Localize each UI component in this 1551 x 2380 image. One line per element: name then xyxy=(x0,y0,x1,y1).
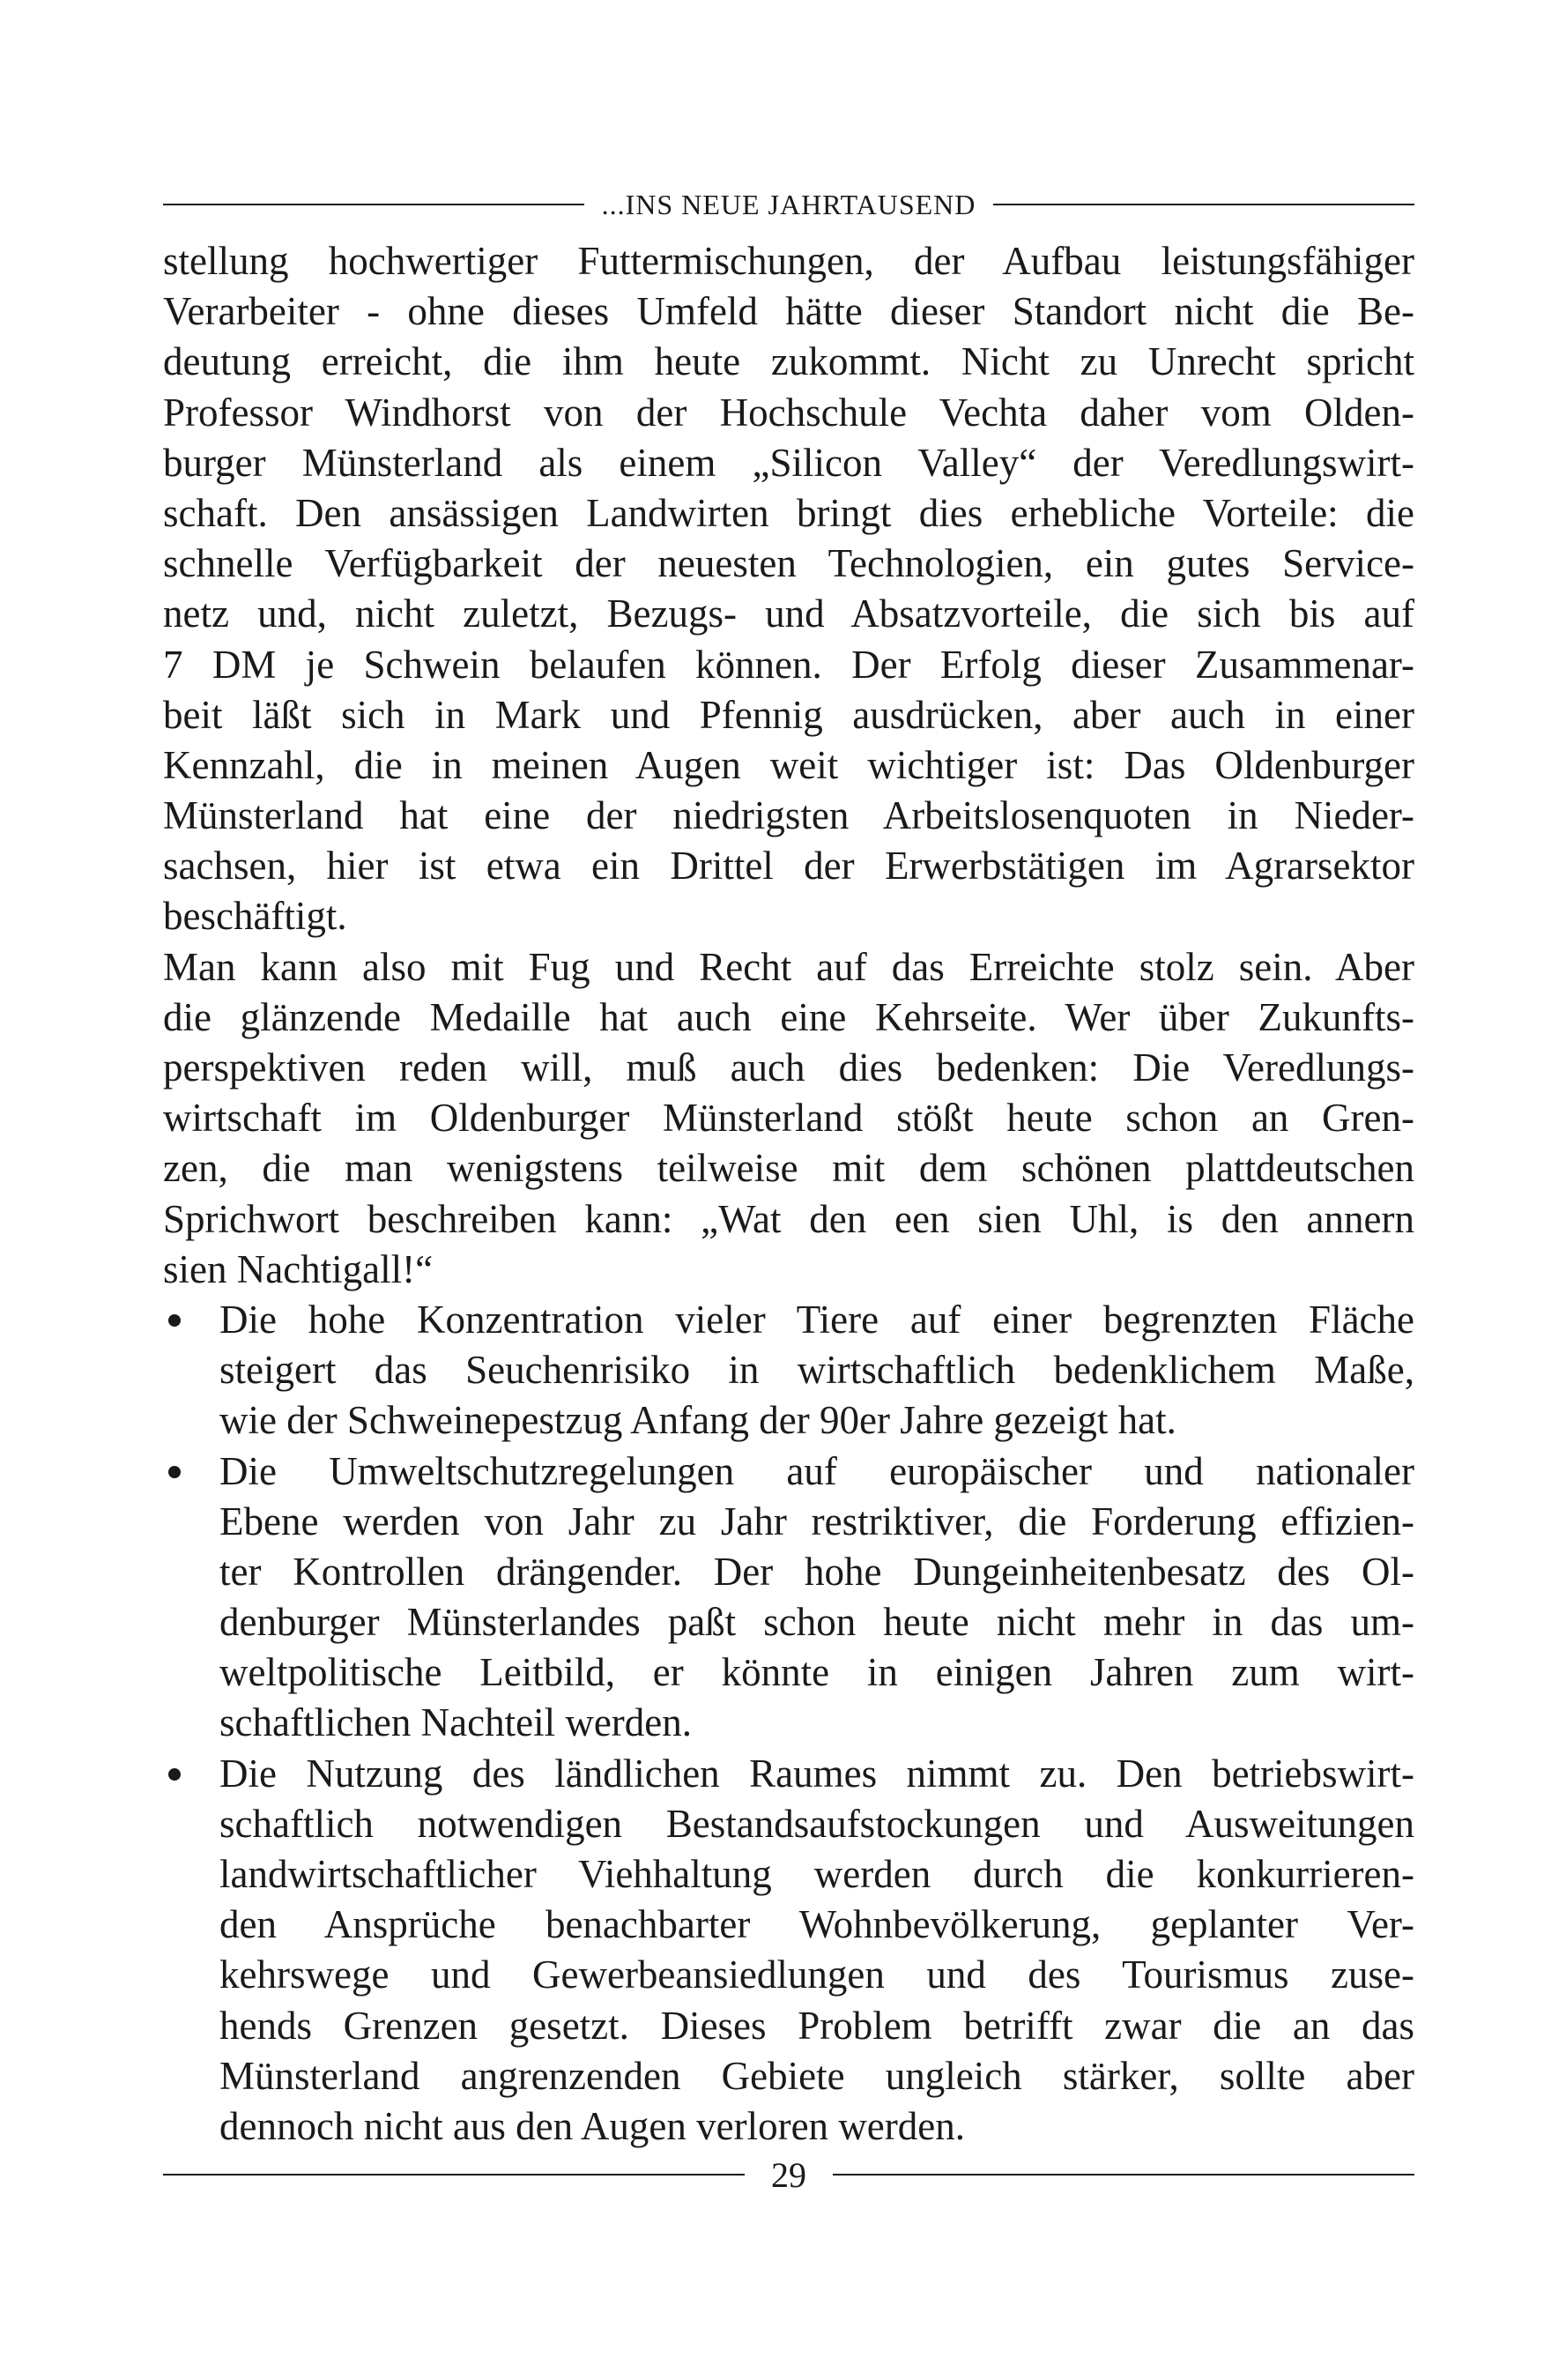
running-head-rule-right xyxy=(993,204,1414,205)
bullet-line: hends Grenzen gesetzt. Dieses Problem betrifft zwar die an das xyxy=(219,2003,1414,2048)
bullet-line: kehrswege und Gewerbeansiedlungen und des Tourismus zuse- xyxy=(219,1952,1414,1997)
bullet-icon xyxy=(168,1314,181,1327)
paragraph-2 xyxy=(163,942,1414,1295)
text-line: 7 DM je Schwein belaufen können. Der Erfolg dieser Zusammenar- xyxy=(163,642,1414,687)
bullet-line: denburger Münsterlandes paßt schon heute nicht mehr in das um- xyxy=(219,1600,1414,1645)
text-line: beschäftigt. xyxy=(163,894,347,939)
text-line: burger Münsterland als einem „Silicon Valley“ der Veredlungswirt- xyxy=(163,440,1414,485)
bullet-text: Die Nutzung des ländlichen Raumes nimmt zu. Den betriebswirt- xyxy=(219,1751,1414,1796)
text-line: Münsterland hat eine der niedrigsten Arbeitslosenquoten in Nieder- xyxy=(163,793,1414,838)
bullet-line: dennoch nicht aus den Augen verloren werden. xyxy=(219,2103,965,2148)
bullet-item-1 xyxy=(163,1295,1414,1447)
bullet-line: ter Kontrollen drängender. Der hohe Dungeinheitenbesatz des Ol- xyxy=(219,1549,1414,1594)
text-line: Kennzahl, die in meinen Augen weit wichtiger ist: Das Oldenburger xyxy=(163,742,1414,787)
footer-rule-left xyxy=(163,2174,745,2175)
text-line: Verarbeiter - ohne dieses Umfeld hätte dieser Standort nicht die Be- xyxy=(163,289,1414,334)
bullet-line: weltpolitische Leitbild, er könnte in einigen Jahren zum wirt- xyxy=(219,1650,1414,1695)
text-line: deutung erreicht, die ihm heute zukommt. Nicht zu Unrecht spricht xyxy=(163,339,1414,384)
text-line: schnelle Verfügbarkeit der neuesten Technologien, ein gutes Service- xyxy=(163,541,1414,586)
bullet-line: wie der Schweinepestzug Anfang der 90er Jahre gezeigt hat. xyxy=(219,1398,1176,1443)
bullet-icon xyxy=(168,1466,181,1478)
footer-rule-right xyxy=(833,2174,1414,2175)
text-line: Man kann also mit Fug und Recht auf das Erreichte stolz sein. Aber xyxy=(163,944,1414,989)
bullet-text: Die hohe Konzentration vieler Tiere auf einer begrenzten Fläche xyxy=(219,1297,1414,1342)
paragraph-1 xyxy=(163,236,1414,942)
text-line: schaft. Den ansässigen Landwirten bringt dies erhebliche Vorteile: die xyxy=(163,490,1414,535)
text-line: sien Nachtigall!“ xyxy=(163,1246,434,1291)
page-footer xyxy=(163,2153,1414,2197)
text-line: Professor Windhorst von der Hochschule Vechta daher vom Olden- xyxy=(163,390,1414,435)
body-text xyxy=(163,236,1414,2152)
text-line: beit läßt sich in Mark und Pfennig ausdrücken, aber auch in einer xyxy=(163,692,1414,737)
bullet-line: schaftlich notwendigen Bestandsaufstockungen und Ausweitungen xyxy=(219,1801,1414,1846)
running-head xyxy=(163,187,1414,222)
bullet-line: Ebene werden von Jahr zu Jahr restriktiver, die Forderung effizien- xyxy=(219,1499,1414,1543)
text-line: die glänzende Medaille hat auch eine Kehrseite. Wer über Zukunfts- xyxy=(163,994,1414,1039)
text-line: wirtschaft im Oldenburger Münsterland stößt heute schon an Gren- xyxy=(163,1096,1414,1141)
page-number: 29 xyxy=(771,2154,806,2195)
bullet-line xyxy=(163,1295,1414,1345)
bullet-line: den Ansprüche benachbarter Wohnbevölkerung, geplanter Ver- xyxy=(219,1902,1414,1947)
bullet-line: Münsterland angrenzenden Gebiete ungleich stärker, sollte aber xyxy=(219,2053,1414,2098)
text-line: sachsen, hier ist etwa ein Drittel der Erwerbstätigen im Agrarsektor xyxy=(163,844,1414,889)
text-line: zen, die man wenigstens teilweise mit dem schönen plattdeutschen xyxy=(163,1146,1414,1191)
text-line: Sprichwort beschreiben kann: „Wat den een sien Uhl, is den annern xyxy=(163,1196,1414,1241)
bullet-line xyxy=(163,1447,1414,1497)
running-head-rule-left xyxy=(163,204,584,205)
text-line: netz und, nicht zuletzt, Bezugs- und Absatzvorteile, die sich bis auf xyxy=(163,591,1414,636)
bullet-line xyxy=(163,1749,1414,1799)
bullet-item-2 xyxy=(163,1447,1414,1749)
text-line: perspektiven reden will, muß auch dies bedenken: Die Veredlungs- xyxy=(163,1045,1414,1090)
running-head-title: ...INS NEUE JAHRTAUSEND xyxy=(601,188,976,220)
bullet-icon xyxy=(168,1768,181,1781)
bullet-line: steigert das Seuchenrisiko in wirtschaftlich bedenklichem Maße, xyxy=(219,1348,1414,1393)
bullet-line: landwirtschaftlicher Viehhaltung werden durch die konkurrieren- xyxy=(219,1852,1414,1896)
bullet-text: Die Umweltschutzregelungen auf europäischer und nationaler xyxy=(219,1448,1414,1493)
text-line: stellung hochwertiger Futtermischungen, der Aufbau leistungsfähiger xyxy=(163,239,1414,283)
bullet-line: schaftlichen Nachteil werden. xyxy=(219,1700,693,1745)
bullet-item-3 xyxy=(163,1749,1414,2153)
